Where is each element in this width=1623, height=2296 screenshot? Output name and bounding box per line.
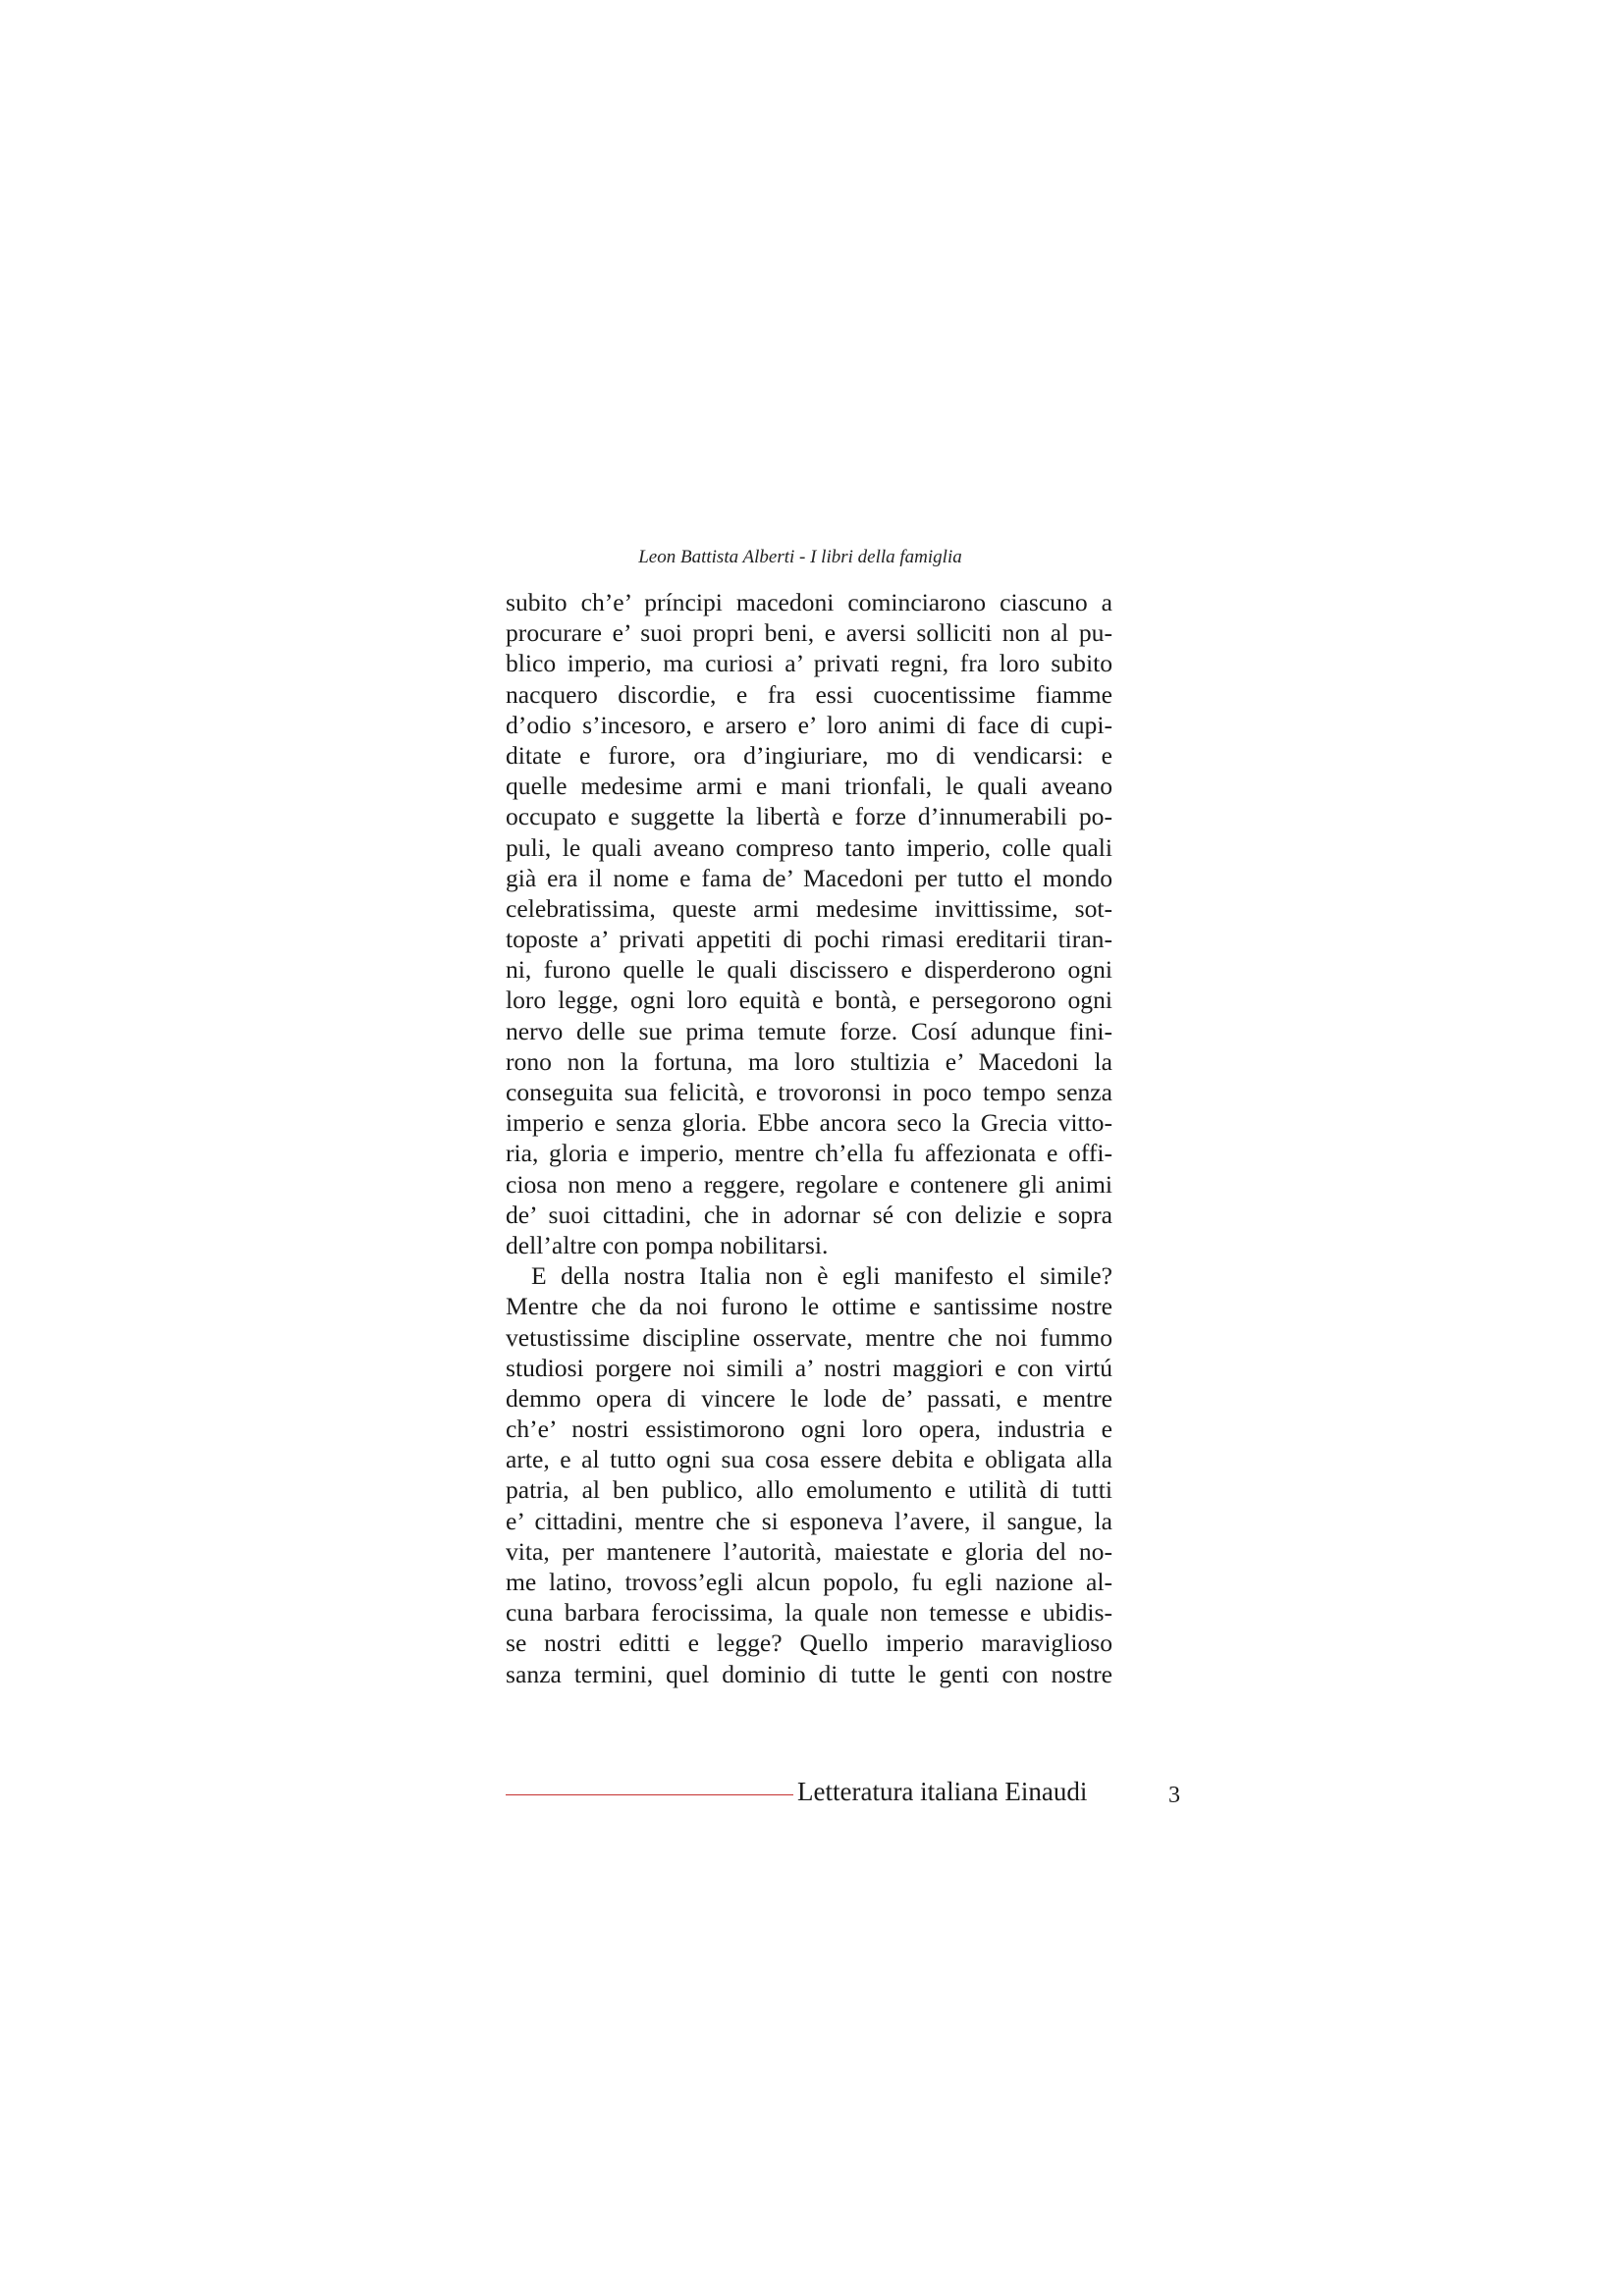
body-text: [506, 587, 1112, 1689]
text-line: arte, e al tutto ogni sua cosa essere debita e obligata alla: [506, 1445, 1112, 1474]
text-line: nacquero discordie, e fra essi cuocentissime fiamme: [506, 679, 1112, 709]
text-line: puli, le quali aveano compreso tanto imperio, colle quali: [506, 832, 1112, 862]
running-header: Leon Battista Alberti - I libri della famiglia: [638, 547, 962, 567]
text-line: rono non la fortuna, ma loro stultizia e’ Macedoni la: [506, 1046, 1112, 1076]
text-line: ria, gloria e imperio, mentre ch’ella fu affezionata e offi-: [506, 1139, 1112, 1168]
publisher-label: Letteratura italiana Einaudi: [797, 1777, 1088, 1806]
text-line: sanza termini, quel dominio di tutte le genti con nostre: [506, 1659, 1112, 1688]
text-line: occupato e suggette la libertà e forze d’innumerabili po-: [506, 802, 1112, 831]
text-line: e’ cittadini, mentre che si esponeva l’avere, il sangue, la: [506, 1506, 1112, 1535]
text-line: loro legge, ogni loro equità e bontà, e persegorono ogni: [506, 986, 1112, 1015]
text-line: patria, al ben publico, allo emolumento e utilità di tutti: [506, 1475, 1112, 1505]
text-line: già era il nome e fama de’ Macedoni per tutto el mondo: [506, 863, 1112, 892]
text-line: vita, per mantenere l’autorità, maiestate e gloria del no-: [506, 1536, 1112, 1566]
paragraph-start-line: E della nostra Italia non è egli manifesto el simile?: [531, 1261, 1112, 1291]
footer-rule: [506, 1794, 793, 1795]
text-line: ch’e’ nostri essistimorono ogni loro opera, industria e: [506, 1415, 1112, 1444]
text-line: vetustissime discipline osservate, mentre che noi fummo: [506, 1322, 1112, 1352]
text-line: conseguita sua felicità, e trovoronsi in poco tempo senza: [506, 1078, 1112, 1106]
text-line: me latino, trovoss’egli alcun popolo, fu egli nazione al-: [506, 1568, 1112, 1596]
text-line: dell’altre con pompa nobilitarsi.: [506, 1230, 829, 1259]
text-line: blico imperio, ma curiosi a’ privati regni, fra loro subito: [506, 649, 1112, 678]
text-line: ditate e furore, ora d’ingiuriare, mo di vendicarsi: e: [506, 740, 1112, 770]
text-line: de’ suoi cittadini, che in adornar sé con delizie e sopra: [506, 1200, 1112, 1229]
text-line: imperio e senza gloria. Ebbe ancora seco la Grecia vitto-: [506, 1108, 1112, 1138]
text-line: quelle medesime armi e mani trionfali, le quali aveano: [506, 772, 1112, 801]
text-line: celebratissima, queste armi medesime invittissime, sot-: [506, 893, 1112, 923]
page-number: 3: [1168, 1783, 1180, 1808]
text-line: se nostri editti e legge? Quello imperio maraviglioso: [506, 1629, 1112, 1658]
text-line: nervo delle sue prima temute forze. Cosí adunque fini-: [506, 1016, 1112, 1045]
text-line: procurare e’ suoi propri beni, e aversi solliciti non al pu-: [506, 618, 1112, 648]
text-line: Mentre che da noi furono le ottime e santissime nostre: [506, 1292, 1112, 1321]
text-line: d’odio s’incesoro, e arsero e’ loro animi di face di cupi-: [506, 710, 1112, 739]
text-line: ni, furono quelle le quali discissero e disperderono ogni: [506, 955, 1112, 985]
text-line: toposte a’ privati appetiti di pochi rimasi ereditarii tiran-: [506, 925, 1112, 954]
text-line: cuna barbara ferocissima, la quale non temesse e ubidis-: [506, 1598, 1112, 1628]
text-line: demmo opera di vincere le lode de’ passati, e mentre: [506, 1383, 1112, 1413]
text-line: subito ch’e’ príncipi macedoni cominciarono ciascuno a: [506, 588, 1112, 616]
text-line: studiosi porgere noi simili a’ nostri maggiori e con virtú: [506, 1353, 1112, 1382]
text-line: ciosa non meno a reggere, regolare e contenere gli animi: [506, 1169, 1112, 1199]
